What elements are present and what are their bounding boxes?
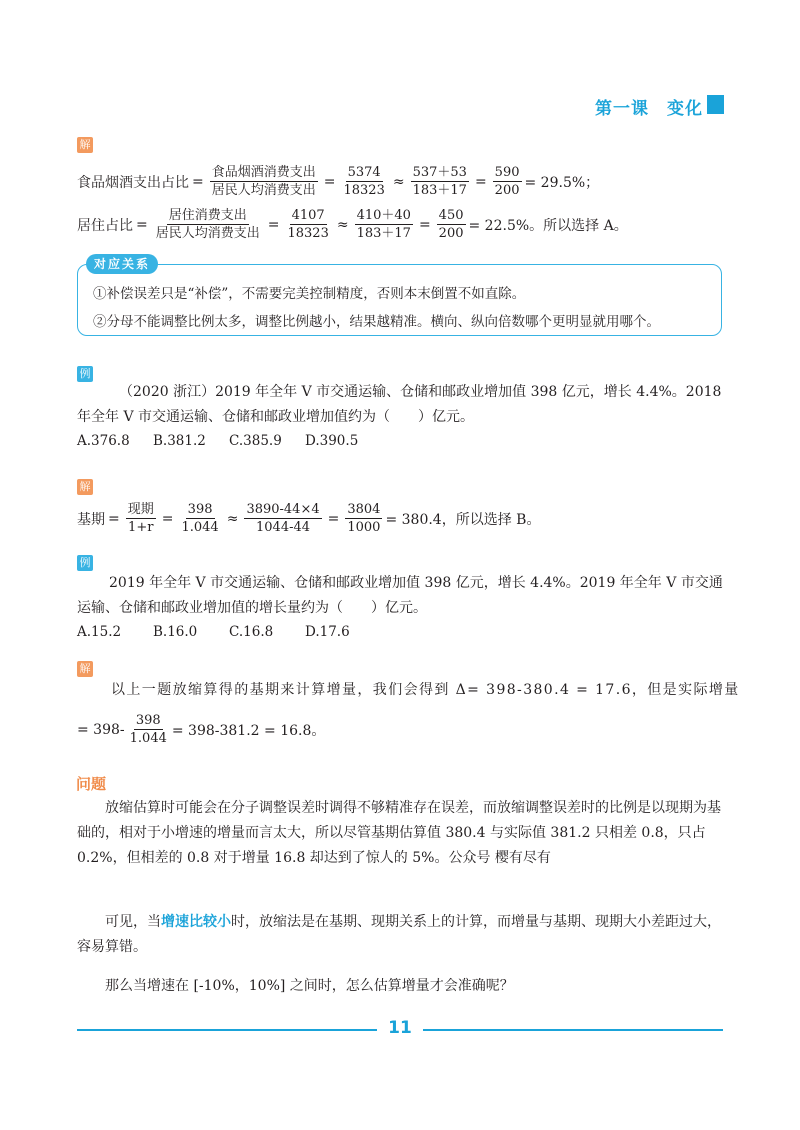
conclusion-text xyxy=(77,910,725,960)
fraction xyxy=(345,502,382,535)
fraction xyxy=(437,208,466,241)
fraction xyxy=(128,713,169,746)
fraction xyxy=(285,208,330,241)
equals-sign: = xyxy=(161,510,174,527)
conclusion-prefix: 可见，当 xyxy=(105,914,161,930)
equals-sign: = xyxy=(474,173,487,190)
example-options xyxy=(77,624,381,640)
option-d: D.390.5 xyxy=(305,433,359,449)
fraction xyxy=(355,208,413,241)
denominator: 居民人均消费支出 xyxy=(211,183,316,198)
numerator: 4107 xyxy=(291,208,325,223)
fraction xyxy=(411,165,469,198)
numerator: 现期 xyxy=(127,502,154,517)
formula-housing-ratio xyxy=(77,208,628,241)
option-c: C.385.9 xyxy=(229,433,282,449)
formula-result: = 29.5%； xyxy=(524,174,600,191)
solution-text: 以上一题放缩算得的基期来计算增量，我们会得到 Δ= 398-380.4 = 17.6，但是实际增量 xyxy=(111,682,740,698)
relation-item-2: ②分母不能调整比例太多，调整比例越小，结果越精准。横向、纵向倍数哪个更明显就用哪个。 xyxy=(93,314,660,330)
denominator: 1.044 xyxy=(129,731,167,746)
example-options xyxy=(77,433,381,449)
equals-sign: = xyxy=(192,173,204,190)
option-a: A.15.2 xyxy=(77,624,122,640)
solution-tag: 解 xyxy=(77,479,93,495)
page-number: 11 xyxy=(388,1018,412,1038)
denominator: 183＋17 xyxy=(412,183,467,198)
formula-label: 食品烟酒支出占比 xyxy=(77,174,189,191)
denominator: 18323 xyxy=(343,183,385,198)
fraction xyxy=(210,165,318,198)
numerator: 3890-44×4 xyxy=(246,502,320,517)
numerator: 398 xyxy=(135,713,161,728)
denominator: 居民人均消费支出 xyxy=(155,226,260,241)
formula-result: = 380.4，所以选择 B。 xyxy=(385,511,541,528)
numerator: 537＋53 xyxy=(412,165,467,180)
option-b: B.16.0 xyxy=(153,624,198,640)
example-question: 2019 年全年 V 市交通运输、仓储和邮政业增加值 398 亿元，增长 4.4%。2019 年全年 V 市交通运输、仓储和邮政业增加值的增长量约为（ ）亿元。 xyxy=(77,575,723,616)
equals-sign: = xyxy=(267,216,280,233)
footer-line-left xyxy=(77,1029,377,1031)
fraction xyxy=(341,165,386,198)
example-tag: 例 xyxy=(77,555,93,571)
formula-result: = 22.5%。所以选择 A。 xyxy=(468,217,628,234)
fraction xyxy=(244,502,321,535)
relation-item-1: ①补偿误差只是“补偿”，不需要完美控制精度，否则本末倒置不如直除。 xyxy=(93,286,526,302)
question-text: 那么当增速在 [-10%，10%] 之间时，怎么估算增量才会准确呢？ xyxy=(105,978,514,994)
formula-base-period xyxy=(77,502,540,535)
equals-sign: = xyxy=(327,510,340,527)
formula-result: = 398-381.2 = 16.8。 xyxy=(171,722,326,739)
formula-label: 居住占比 xyxy=(77,217,133,234)
equals-sign: = xyxy=(108,510,120,527)
numerator: 450 xyxy=(438,208,464,223)
numerator: 居住消费支出 xyxy=(168,208,247,223)
problem-title: 问题 xyxy=(76,775,107,793)
option-d: D.17.6 xyxy=(305,624,350,640)
fraction xyxy=(154,208,262,241)
numerator: 3804 xyxy=(347,502,381,517)
conclusion-suffix: 时，放缩法是在基期、现期关系上的计算，而增量与基期、现期大小差距过大，容易算错。 xyxy=(77,914,721,955)
approx-sign: ≈ xyxy=(226,510,239,527)
numerator: 398 xyxy=(187,502,213,517)
solution-tag: 解 xyxy=(77,661,93,677)
option-c: C.16.8 xyxy=(229,624,274,640)
equals-sign: = xyxy=(323,173,336,190)
denominator: 1.044 xyxy=(181,520,219,535)
formula-prefix: = 398- xyxy=(77,721,125,738)
approx-sign: ≈ xyxy=(392,173,405,190)
example-question: （2020 浙江）2019 年全年 V 市交通运输、仓储和邮政业增加值 398 亿元，增长 4.4%。2018 年全年 V 市交通运输、仓储和邮政业增加值约为（ ）亿元。 xyxy=(77,384,722,425)
formula-label: 基期 xyxy=(77,511,105,528)
fraction xyxy=(179,502,220,535)
numerator: 590 xyxy=(494,165,520,180)
denominator: 1044-44 xyxy=(256,520,311,535)
formula-food-ratio xyxy=(77,165,599,198)
denominator: 1+r xyxy=(128,520,154,535)
chapter-marker xyxy=(707,95,724,114)
equals-sign: = xyxy=(136,216,148,233)
fraction xyxy=(126,502,156,535)
option-a: A.376.8 xyxy=(77,433,130,449)
denominator: 200 xyxy=(438,226,464,241)
approx-sign: ≈ xyxy=(336,216,349,233)
highlight-term: 增速比较小 xyxy=(161,914,231,930)
relation-box-label: 对应关系 xyxy=(86,254,158,274)
numerator: 5374 xyxy=(347,165,381,180)
problem-text: 放缩估算时可能会在分子调整误差时调得不够精准存在误差，而放缩调整误差时的比例是以现期为基础的，相对于小增速的增量而言太大，所以尽管基期估算值 380.4 与实际值 381.2 只相差 0.8，只占 0.2%，但相差的 0.8 对于增量 16.8 却达到了惊人的 5%。公众号 樱有尽有 xyxy=(77,800,721,866)
numerator: 410＋40 xyxy=(356,208,411,223)
denominator: 183＋17 xyxy=(356,226,411,241)
denominator: 1000 xyxy=(347,520,381,535)
footer-line-right xyxy=(423,1029,723,1031)
denominator: 200 xyxy=(494,183,520,198)
solution-tag: 解 xyxy=(77,137,93,153)
formula-increment xyxy=(77,713,325,746)
chapter-title: 第一课 变化 xyxy=(595,99,703,119)
example-tag: 例 xyxy=(77,366,93,382)
fraction xyxy=(493,165,522,198)
numerator: 食品烟酒消费支出 xyxy=(211,165,316,180)
equals-sign: = xyxy=(418,216,431,233)
denominator: 18323 xyxy=(287,226,329,241)
option-b: B.381.2 xyxy=(153,433,206,449)
